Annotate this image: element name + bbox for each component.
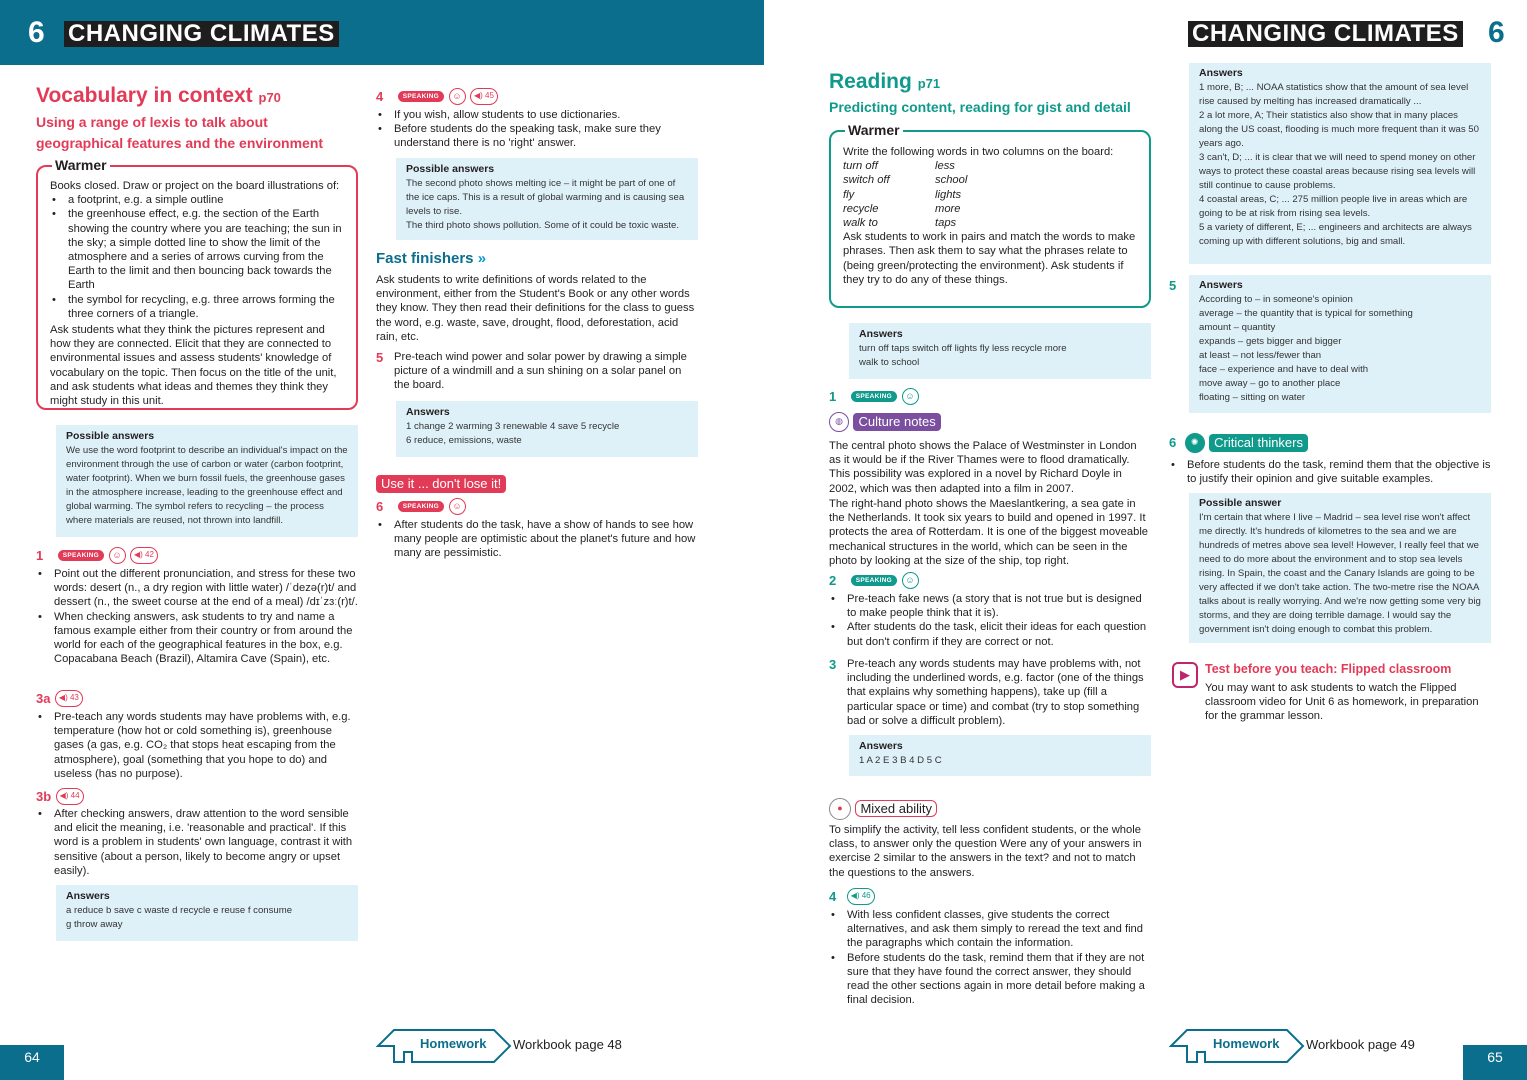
warmer-item: • a footprint, e.g. a simple outline <box>50 193 344 207</box>
answers-line: face – experience and have to deal with <box>1199 364 1369 375</box>
answers-label: Answers <box>1199 67 1243 79</box>
word: lights <box>935 188 962 201</box>
answers-line: 3 can't, D; ... it is clear that we will need to spend money on other ways to protect these coastal areas because rising sea levels will still continue to cause problems. <box>1199 152 1476 191</box>
exercise-number: 3a <box>36 691 51 706</box>
fast-finishers-title: Fast finishers » <box>376 250 487 267</box>
culture-notes-heading <box>829 412 941 432</box>
list-item: • Pre-teach fake news (a story that is not true but is designed to make people think that it is). <box>829 592 1151 620</box>
answers-label: Answers <box>859 328 903 340</box>
possible-answer-6r <box>1189 493 1491 643</box>
exercise-5r-number: 5 <box>1169 278 1177 293</box>
exercise-number: 1 <box>36 548 44 563</box>
culture-p1: The central photo shows the Palace of Westminster in London as it would be if the River Thames were to flood dramatically. This possibility was explored in a novel by Richard Doyle in 2002, which was then adapted into a film in 2007. <box>829 440 1137 495</box>
exercise-number: 5 <box>376 350 384 365</box>
answers-line: 6 reduce, emissions, waste <box>406 435 522 446</box>
pair-icon: ☺ <box>449 498 466 515</box>
word: taps <box>935 217 957 230</box>
exercise-5 <box>376 350 698 393</box>
speaking-badge: SPEAKING <box>851 391 897 402</box>
answers-line: at least – not less/fewer than <box>1199 350 1322 361</box>
homework-label: Homework <box>1213 1036 1280 1051</box>
warmer-outro: Ask students what they think the pictures represent and how they are connected. Elicit that they are connected to environmental issues and assess students' knowledge of vocabulary on the topic. Then focus on the title of the unit, and ask students what ideas and themes they think they might study in this unit. <box>50 324 337 408</box>
answers-5 <box>396 401 698 457</box>
exercise-number: 6 <box>376 499 384 514</box>
reading-subtitle: Predicting content, reading for gist and detail <box>829 99 1131 115</box>
word: less <box>935 160 955 173</box>
answers-line: average – the quantity that is typical for something <box>1199 308 1413 319</box>
use-it-tag: Use it ... don't lose it! <box>376 475 506 493</box>
list-item: • With less confident classes, give students the correct alternatives, and ask them simply to reread the text and find the paragraphs which contain the information. <box>829 908 1151 951</box>
unit-number-left: 6 <box>28 16 45 49</box>
list-item: • When checking answers, ask students to try and name a famous example either from their country or from around the world for each of the geographical features in the box, e.g. Copacabana Beach (Brazil), Altamira Cave (Spain), etc. <box>36 610 358 667</box>
exercise-1-heading <box>36 547 158 565</box>
word: switch off <box>843 174 890 187</box>
answers-line: amount – quantity <box>1199 322 1276 333</box>
exercise-6-heading <box>376 498 466 516</box>
flipped-title: Test before you teach: Flipped classroom <box>1205 662 1452 676</box>
warmer-item: • the symbol for recycling, e.g. three arrows forming the three corners of a triangle. <box>50 293 344 321</box>
list-item: • Before students do the speaking task, make sure they understand there is no 'right' answer. <box>376 122 698 150</box>
exercise-4r-list <box>829 908 1151 1007</box>
answers-line: move away – go to another place <box>1199 378 1341 389</box>
word: turn off <box>843 160 878 173</box>
lightbulb-icon: ✺ <box>1185 433 1205 453</box>
list-item: • Point out the different pronunciation, and stress for these two words: desert (n., a dry region with little water) /ˈdezə(r)t/ and dessert (n., the sweet course at the end of a meal) /dɪˈzɜː(r)t/. <box>36 567 358 610</box>
warmer-intro: Books closed. Draw or project on the board illustrations of: <box>50 180 340 192</box>
word: recycle <box>843 202 879 215</box>
answers-line: 1 change 2 warming 3 renewable 4 save 5 recycle <box>406 421 620 432</box>
possible-answers-1 <box>56 425 358 537</box>
flipped-classroom-icon: ▶ <box>1172 662 1198 688</box>
mixed-ability-heading <box>829 798 937 820</box>
exercise-number: 4 <box>829 889 837 904</box>
warmer-item: • the greenhouse effect, e.g. the section of the Earth showing the country where you are teaching; the sun in the sky; a simple dotted line to show the limit of the atmosphere and a series of arrows curving from the Earth to the limit and then bouncing back towards the Earth <box>50 207 344 292</box>
exercise-number: 3b <box>36 789 52 804</box>
flipped-text: You may want to ask students to watch the Flipped classroom video for Unit 6 as homework, in preparation for the grammar lesson. <box>1205 682 1479 723</box>
answers-line: The third photo shows pollution. Some of it could be toxic waste. <box>406 220 680 231</box>
speaking-badge: SPEAKING <box>58 550 104 561</box>
pair-icon: ☺ <box>902 388 919 405</box>
page-number-left: 64 <box>0 1045 64 1080</box>
reading-title: Reading p71 <box>829 70 941 93</box>
exercise-number: 4 <box>376 89 384 104</box>
audio-icon: ◀) 44 <box>56 788 84 805</box>
exercise-3b-list <box>36 807 358 878</box>
answers-line: expands – gets bigger and bigger <box>1199 336 1342 347</box>
list-item: • Before students do the task, remind them that if they are not sure that they have found the correct answer, they should read the other sections again in more detail before making a final decision. <box>829 951 1151 1008</box>
answers-line: floating – sitting on water <box>1199 392 1306 403</box>
answers-text: I'm certain that where I live – Madrid – sea level rise won't affect me directly. It's hundreds of kilometres to the sea and we are hundreds of metres above sea level! However, I really feel that we need to do more about the environment and to stop sea levels rising. In Spain, the coast and the Canary Islands are going to be very affected if we don't take action. The two-metre rise the NOAA talks about is really worrying. And we're now getting some very big storms, and they are doing terrible damage. I would say the government isn't doing enough to combat this problem. <box>1199 512 1481 635</box>
exercise-1-list <box>36 567 358 666</box>
list-item: • After checking answers, draw attention to the word sensible and elicit the meaning, i.e. 'reasonable and practical'. If this word is a problem in students' own language, contrast it with sensitive (about a person, likely to become angry or upset easily). <box>36 807 358 878</box>
pair-icon: ☺ <box>449 88 466 105</box>
answers-label: Answers <box>859 740 903 752</box>
exercise-number: 2 <box>829 573 837 588</box>
exercise-number: 6 <box>1169 435 1177 451</box>
exercise-6r-list <box>1169 458 1491 486</box>
answers-line: 1 A 2 E 3 B 4 D 5 C <box>859 755 942 766</box>
answers-label: Answers <box>406 406 450 418</box>
double-chevron-icon: » <box>477 250 487 267</box>
audio-icon: ◀) 43 <box>55 690 83 707</box>
word: school <box>935 174 968 187</box>
culture-notes-tag: Culture notes <box>853 413 940 431</box>
pair-icon: ☺ <box>109 547 126 564</box>
answers-3b <box>56 885 358 941</box>
answers-3r <box>849 735 1151 776</box>
answers-line: 2 a lot more, A; Their statistics also show that in many places along the US coast, flooding is much more frequent than it was 50 years ago. <box>1199 110 1479 149</box>
speaking-badge: SPEAKING <box>398 91 444 102</box>
exercise-4-list <box>376 108 698 151</box>
exercise-5-text: Pre-teach wind power and solar power by drawing a simple picture of a windmill and a sun shining on a solar panel on the board. <box>394 351 687 392</box>
answers-label: Answers <box>1199 279 1243 291</box>
answers-line: According to – in someone's opinion <box>1199 294 1353 305</box>
unit-title-right: CHANGING CLIMATES <box>1188 21 1463 47</box>
exercise-3r-text: Pre-teach any words students may have problems with, not including the underlined words, e.g. factor (one of the things that explains why something happens), take up (fill a particular space or time) and combat (try to stop something bad or solve a difficult problem). <box>847 658 1144 727</box>
warmer-label: Warmer <box>845 122 903 138</box>
exercise-2r-list <box>829 592 1151 649</box>
workbook-ref: Workbook page 49 <box>1306 1037 1415 1052</box>
audio-icon: ◀) 45 <box>470 88 498 105</box>
page-number-right: 65 <box>1463 1045 1527 1080</box>
answers-5r <box>1189 275 1491 413</box>
unit-title-left: CHANGING CLIMATES <box>64 21 339 47</box>
possible-answers-4 <box>396 158 698 240</box>
exercise-3b-heading <box>36 788 84 806</box>
mixed-ability-text: To simplify the activity, tell less confident students, or the whole class, to answer only the question Were any of your answers in exercise 2 similar to the answers in the text? and not to match the questions to the answers. <box>829 824 1142 879</box>
audio-icon: ◀) 42 <box>130 547 158 564</box>
critical-thinkers-tag: Critical thinkers <box>1209 434 1308 452</box>
audio-icon: ◀) 46 <box>847 888 875 905</box>
warmer-outro: Ask students to work in pairs and match the words to make phrases. Then ask them to say what the phrases relate to (being green/protecting the environment). Ask students if they try to do any of these things. <box>843 231 1136 286</box>
warmer-label: Warmer <box>52 157 110 173</box>
exercise-6-list <box>376 518 698 561</box>
list-item: • After students do the task, elicit their ideas for each question but don't confirm if they are correct or not. <box>829 620 1151 648</box>
exercise-3a-heading <box>36 690 83 708</box>
answers-line: g throw away <box>66 919 123 930</box>
exercise-6r-heading <box>1169 433 1308 453</box>
answers-text: We use the word footprint to describe an individual's impact on the environment through the use of carbon or water (carbon footprint, water footprint). When we burn fossil fuels, the greenhouse gases in the atmosphere increase, leading to the greenhouse effect and global warming. The symbol refers to recycling – the process where materials are reused, not thrown into landfill. <box>66 445 348 526</box>
pair-icon: ☺ <box>902 572 919 589</box>
fast-finishers-text: Ask students to write definitions of words related to the environment, either from the Student's Book or any other words they know. They then read their definitions for the class to guess the word, e.g. waste, save, drought, flood, deforestation, acid rain, etc. <box>376 274 695 343</box>
warmer-box-left <box>36 157 358 410</box>
mixed-ability-icon: ● <box>829 798 851 820</box>
exercise-3a-list <box>36 710 358 781</box>
speaking-badge: SPEAKING <box>398 501 444 512</box>
answers-line: 5 a variety of different, E; ... engineers and architects are always coming up with different solutions, big and small. <box>1199 222 1472 247</box>
homework-label: Homework <box>420 1036 487 1051</box>
answers-label: Answers <box>66 890 110 902</box>
answers-line: 1 more, B; ... NOAA statistics show that the amount of sea level rise caused by melting has increased dramatically ... <box>1199 82 1469 107</box>
warmer-box-right <box>829 122 1151 308</box>
vocab-title: Vocabulary in context p70 <box>36 84 281 107</box>
speaking-badge: SPEAKING <box>851 575 897 586</box>
list-item: • If you wish, allow students to use dictionaries. <box>376 108 698 122</box>
unit-number-right: 6 <box>1488 16 1505 49</box>
answers-label: Possible answers <box>406 163 495 175</box>
answers-line: a reduce b save c waste d recycle e reuse f consume <box>66 905 293 916</box>
list-item: • Before students do the task, remind them that the objective is to justify their opinion and give suitable examples. <box>1169 458 1491 486</box>
exercise-3r <box>829 657 1151 728</box>
list-item: • After students do the task, have a show of hands to see how many people are optimistic about the planet's future and how many are pessimistic. <box>376 518 698 561</box>
word: more <box>935 202 961 215</box>
answers-line: walk to school <box>859 357 920 368</box>
globe-icon: ◍ <box>829 412 849 432</box>
mixed-ability-tag: Mixed ability <box>855 800 937 817</box>
exercise-number: 3 <box>829 657 837 672</box>
answers-label: Possible answers <box>66 430 155 442</box>
answers-warmer <box>849 323 1151 379</box>
word: fly <box>843 188 855 201</box>
answers-top-right <box>1189 63 1491 264</box>
word: walk to <box>843 217 878 230</box>
exercise-1r-heading <box>829 388 919 406</box>
answers-line: The second photo shows melting ice – it might be part of one of the ice caps. This is a result of global warming and is causing sea levels to rise. <box>406 178 685 217</box>
exercise-number: 1 <box>829 389 837 404</box>
culture-p2: The right-hand photo shows the Maeslantkering, a sea gate in the Netherlands. It took six years to build and opened in 1997. It protects the area of Rotterdam. It is one of the biggest moveable mechanical structures in the world, which can be seen in the photo by looking at the size of the ship, top right. <box>829 498 1149 567</box>
answers-label: Possible answer <box>1199 497 1282 509</box>
vocab-subtitle: Using a range of lexis to talk about geographical features and the environment <box>36 114 324 151</box>
warmer-intro: Write the following words in two columns on the board: <box>843 146 1114 158</box>
list-item: • Pre-teach any words students may have problems with, e.g. temperature (how hot or cold something is), greenhouse gases (a gas, e.g. CO₂ that stops heat escaping from the atmosphere), goal (something that you hope to do) and useless (has no purpose). <box>36 710 358 781</box>
exercise-4r-heading <box>829 888 875 906</box>
workbook-ref: Workbook page 48 <box>513 1037 622 1052</box>
answers-line: turn off taps switch off lights fly less recycle more <box>859 343 1067 354</box>
exercise-2r-heading <box>829 572 919 590</box>
answers-line: 4 coastal areas, C; ... 275 million people live in areas which are going to be at risk from rising sea levels. <box>1199 194 1468 219</box>
exercise-4-heading <box>376 88 498 106</box>
